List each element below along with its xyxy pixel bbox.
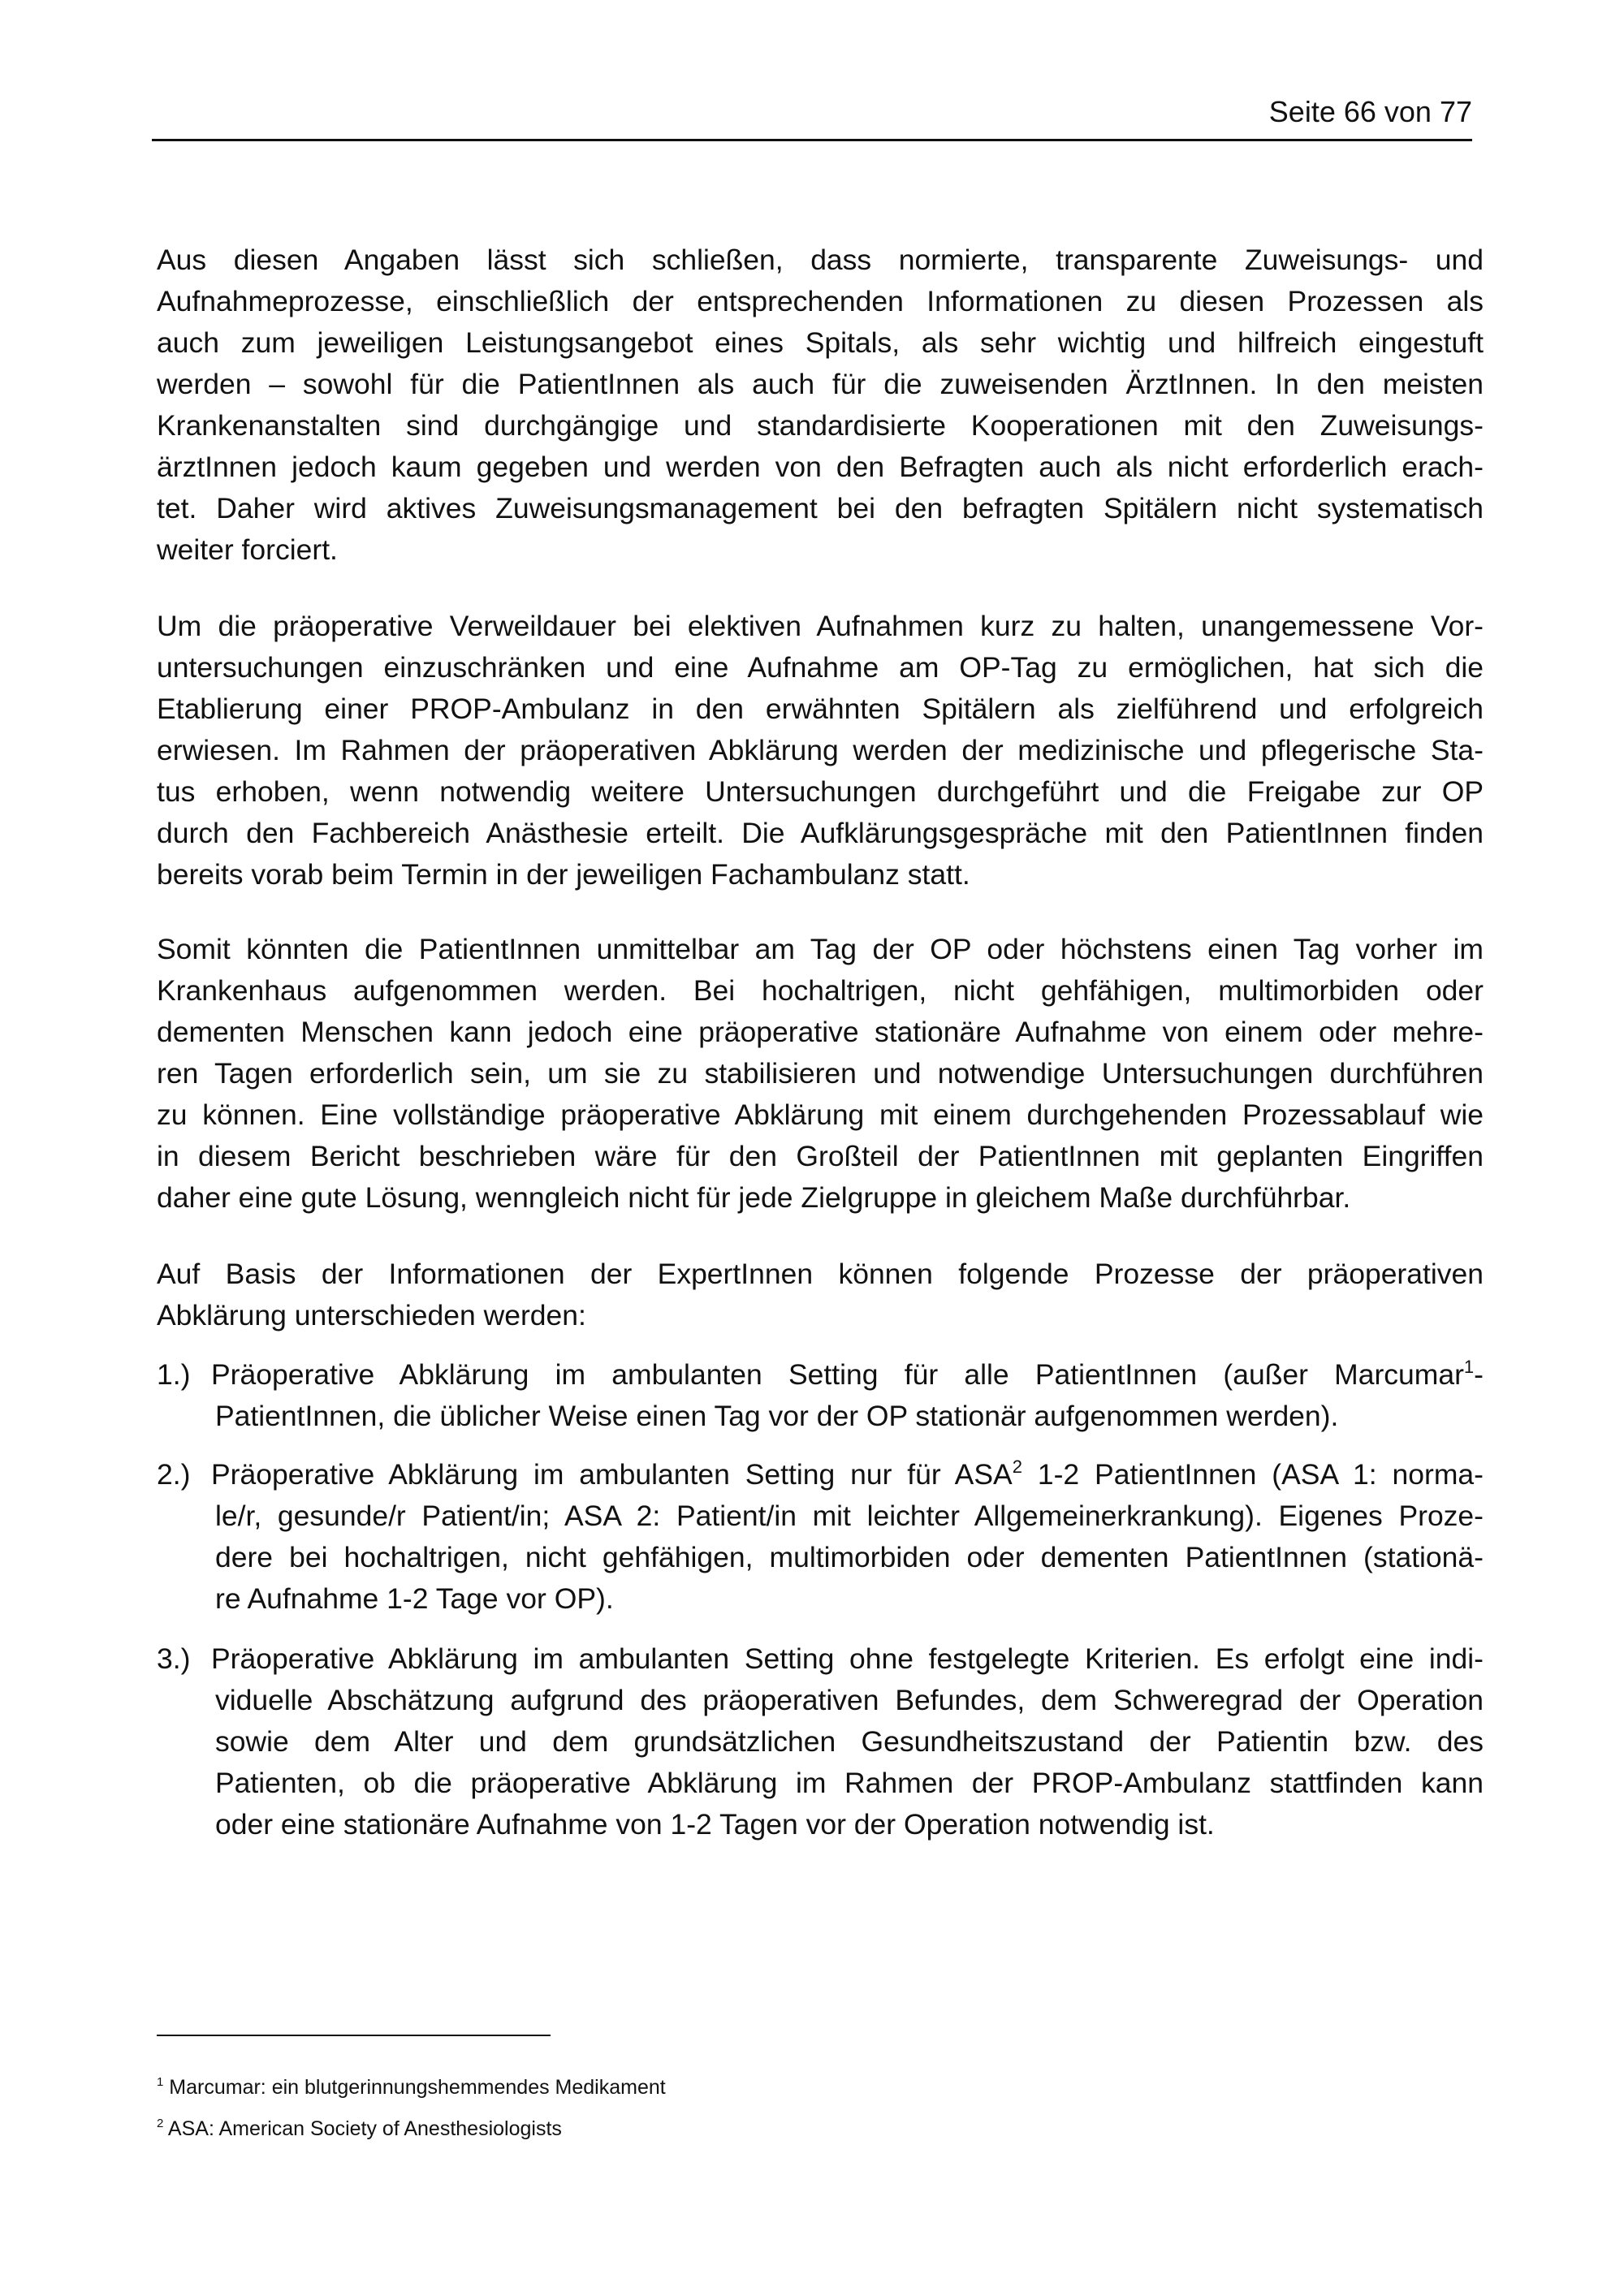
list-item (157, 1454, 1484, 1620)
text-line: ren Tagen erforderlich sein, um sie zu stabilisieren und notwendige Untersuchungen durchführen (157, 1057, 1484, 1090)
text-line: dementen Menschen kann jedoch eine präoperative stationäre Aufnahme von einem oder mehre- (157, 1016, 1484, 1048)
paragraph (157, 1254, 1484, 1336)
text-line: untersuchungen einzuschränken und eine Aufnahme am OP-Tag zu ermöglichen, hat sich die (157, 651, 1484, 684)
line-text: Präoperative Abklärung im ambulanten Setting nur für ASA (211, 1458, 1013, 1491)
footnote-2 (157, 2117, 562, 2141)
text-line: Um die präoperative Verweildauer bei elektiven Aufnahmen kurz zu halten, unangemessene Vor- (157, 610, 1484, 642)
page-number-header: Seite 66 von 77 (1268, 95, 1472, 128)
text-line: auch zum jeweiligen Leistungsangebot eines Spitals, als sehr wichtig und hilfreich eingestuft (157, 326, 1484, 359)
list-number: 2.) (157, 1458, 191, 1491)
text-line: PatientInnen, die üblicher Weise einen Tag vor der OP stationär aufgenommen werden). (215, 1400, 1339, 1432)
text-line: re Aufnahme 1-2 Tage vor OP). (215, 1582, 614, 1615)
text-line: Präoperative Abklärung im ambulanten Setting ohne festgelegte Kriterien. Es erfolgt eine indi- (211, 1642, 1484, 1675)
footnote-mark: 2 (157, 2117, 164, 2130)
text-line: tet. Daher wird aktives Zuweisungsmanagement bei den befragten Spitälern nicht systematisch (157, 492, 1484, 524)
text-line: Aus diesen Angaben lässt sich schließen, dass normierte, transparente Zuweisungs- und (157, 244, 1484, 276)
line-text: - (1474, 1358, 1484, 1391)
line-text: Präoperative Abklärung im ambulanten Setting für alle PatientInnen (außer Marcumar (211, 1358, 1464, 1391)
text-line: werden – sowohl für die PatientInnen als auch für die zuweisenden ÄrztInnen. In den meisten (157, 368, 1484, 400)
list-number: 1.) (157, 1358, 191, 1391)
text-line: ärztInnen jedoch kaum gegeben und werden von den Befragten auch als nicht erforderlich erach- (157, 451, 1484, 483)
list-item (157, 1354, 1484, 1437)
text-line: Krankenanstalten sind durchgängige und standardisierte Kooperationen mit den Zuweisungs- (157, 409, 1484, 442)
line-text: 1-2 PatientInnen (ASA 1: norma- (1021, 1458, 1484, 1491)
text-line: daher eine gute Lösung, wenngleich nicht für jede Zielgruppe in gleichem Maße durchführbar. (157, 1181, 1351, 1214)
footnote-divider (157, 2035, 551, 2036)
text-line: Krankenhaus aufgenommen werden. Bei hochaltrigen, nicht gehfähigen, multimorbiden oder (157, 974, 1484, 1007)
text-line (211, 1454, 1484, 1495)
text-line: erwiesen. Im Rahmen der präoperativen Abklärung werden der medizinische und pflegerische Sta- (157, 734, 1484, 766)
text-line (211, 1354, 1484, 1396)
paragraph (157, 929, 1484, 1219)
text-line: dere bei hochaltrigen, nicht gehfähigen, multimorbiden oder dementen PatientInnen (stationä- (215, 1541, 1484, 1573)
text-line: in diesem Bericht beschrieben wäre für den Großteil der PatientInnen mit geplanten Eingriffen (157, 1140, 1484, 1172)
footnote-text: Marcumar: ein blutgerinnungshemmendes Medikament (169, 2076, 666, 2099)
footnote-reference: 2 (1012, 1457, 1022, 1477)
text-line: Somit könnten die PatientInnen unmittelbar am Tag der OP oder höchstens einen Tag vorher im (157, 933, 1484, 965)
footnote-mark: 1 (157, 2075, 164, 2089)
text-line: Etablierung einer PROP-Ambulanz in den erwähnten Spitälern als zielführend und erfolgreich (157, 693, 1484, 725)
text-line: zu können. Eine vollständige präoperative Abklärung mit einem durchgehenden Prozessablauf wie (157, 1098, 1484, 1131)
text-line: Aufnahmeprozesse, einschließlich der entsprechenden Informationen zu diesen Prozessen als (157, 285, 1484, 317)
text-line: sowie dem Alter und dem grundsätzlichen Gesundheitszustand der Patientin bzw. des (215, 1725, 1484, 1758)
paragraph (157, 606, 1484, 896)
text-line: viduelle Abschätzung aufgrund des präoperativen Befundes, dem Schweregrad der Operation (215, 1684, 1484, 1716)
footnote-1 (157, 2075, 666, 2100)
text-line: tus erhoben, wenn notwendig weitere Untersuchungen durchgeführt und die Freigabe zur OP (157, 775, 1484, 808)
text-line: Auf Basis der Informationen der ExpertInnen können folgende Prozesse der präoperativen (157, 1258, 1484, 1290)
header-divider (152, 139, 1472, 141)
footnote-text: ASA: American Society of Anesthesiologists (167, 2117, 562, 2140)
text-line: durch den Fachbereich Anästhesie erteilt. Die Aufklärungsgespräche mit den PatientInnen finden (157, 817, 1484, 849)
text-line: oder eine stationäre Aufnahme von 1-2 Tagen vor der Operation notwendig ist. (215, 1808, 1215, 1841)
paragraph (157, 240, 1484, 571)
text-line: Abklärung unterschieden werden: (157, 1299, 586, 1331)
footnote-reference: 1 (1463, 1357, 1475, 1377)
list-item (157, 1638, 1484, 1845)
text-line: le/r, gesunde/r Patient/in; ASA 2: Patient/in mit leichter Allgemeinerkrankung). Eigenes Proze- (215, 1500, 1484, 1532)
list-number: 3.) (157, 1642, 191, 1675)
text-line: Patienten, ob die präoperative Abklärung im Rahmen der PROP-Ambulanz stattfinden kann (215, 1767, 1484, 1799)
text-line: bereits vorab beim Termin in der jeweiligen Fachambulanz statt. (157, 858, 970, 891)
text-line: weiter forciert. (157, 533, 338, 566)
